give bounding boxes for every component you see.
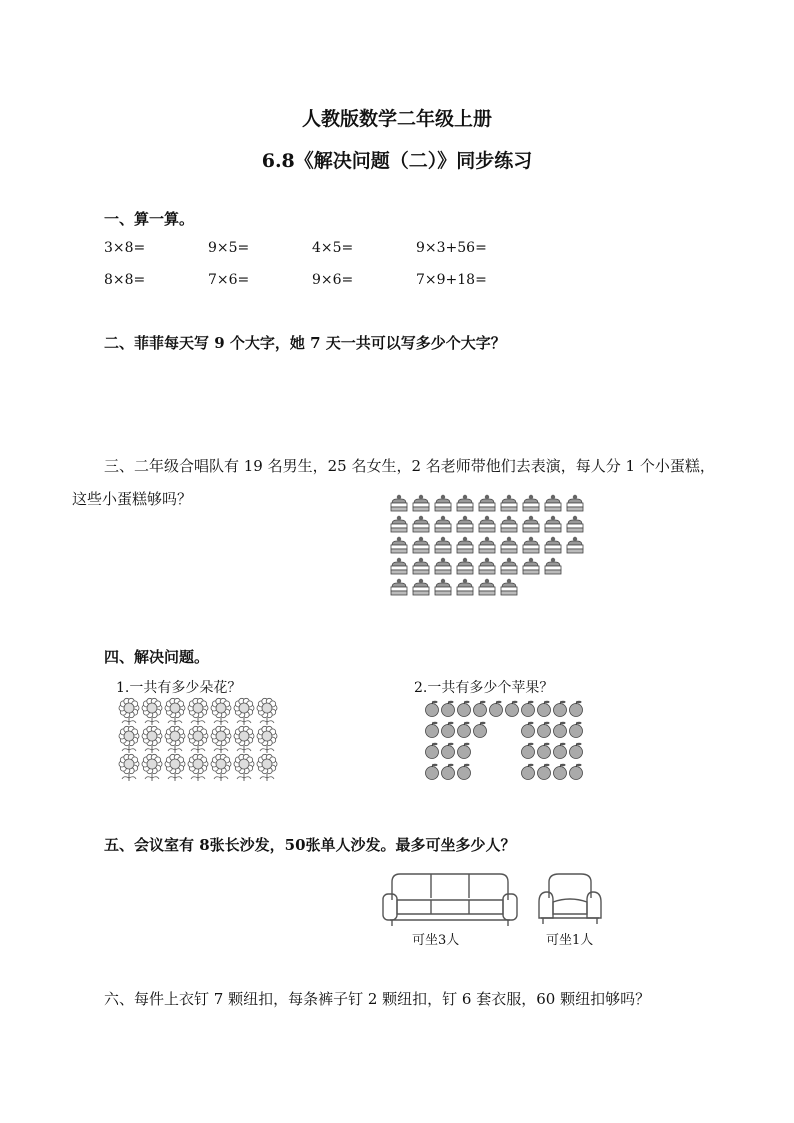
- flower-icon: [165, 754, 185, 781]
- cake-icon: [457, 516, 473, 532]
- apple-icon: [570, 764, 583, 780]
- cake-icon: [391, 537, 407, 553]
- apple-icon: [522, 722, 535, 738]
- apple-icon: [538, 722, 551, 738]
- flower-icon: [188, 754, 208, 781]
- flower-icon: [211, 726, 231, 753]
- cake-icon: [391, 558, 407, 574]
- cake-icon: [413, 558, 429, 574]
- flower-icon: [257, 698, 277, 725]
- flower-icon: [188, 698, 208, 725]
- flower-icon: [234, 754, 254, 781]
- calc-item: 8×8=: [104, 272, 146, 288]
- apple-icon: [522, 764, 535, 780]
- calc-item: 9×3+56=: [416, 240, 487, 256]
- apple-icon: [554, 743, 567, 759]
- cake-icon: [501, 558, 517, 574]
- cake-icon: [391, 495, 407, 511]
- cake-icon: [435, 558, 451, 574]
- flower-icon: [165, 698, 185, 725]
- calc-item: 9×6=: [312, 272, 354, 288]
- cake-icon: [523, 516, 539, 532]
- cake-icon: [567, 516, 583, 532]
- cake-icon: [391, 516, 407, 532]
- apple-icon: [458, 764, 471, 780]
- apple-icon: [538, 743, 551, 759]
- flower-icon: [142, 698, 162, 725]
- sofa-illustration: [380, 870, 520, 930]
- q5-text: 五、会议室有 8张长沙发，50张单人沙发。最多可坐多少人？: [104, 836, 516, 854]
- cake-icon: [435, 579, 451, 595]
- cake-icon: [567, 537, 583, 553]
- sofa-label: 可坐3人: [412, 933, 460, 948]
- apple-icon: [506, 701, 519, 717]
- cake-icon: [501, 495, 517, 511]
- apple-icon: [522, 701, 535, 717]
- apple-icon: [442, 701, 455, 717]
- cake-icon: [545, 537, 561, 553]
- flower-icon: [211, 754, 231, 781]
- page-subtitle: 6.8《解决问题（二）》同步练习: [261, 150, 533, 172]
- cake-icon: [545, 558, 561, 574]
- flower-icon: [119, 698, 139, 725]
- cake-icon: [479, 558, 495, 574]
- q4-heading: 四、解决问题。: [104, 648, 210, 666]
- cake-icon: [501, 537, 517, 553]
- cake-icon: [413, 495, 429, 511]
- apple-icon: [570, 722, 583, 738]
- flower-icon: [142, 726, 162, 753]
- cake-icon: [501, 516, 517, 532]
- apple-icon: [426, 722, 439, 738]
- apple-icon: [458, 743, 471, 759]
- apple-icon: [442, 764, 455, 780]
- flower-icon: [211, 698, 231, 725]
- cake-icon: [457, 537, 473, 553]
- calc-item: 7×6=: [208, 272, 250, 288]
- q6-text: 六、每件上衣钉 7 颗纽扣，每条裤子钉 2 颗纽扣，钉 6 套衣服，60 颗纽扣够吗？: [104, 990, 651, 1008]
- apple-icon: [570, 743, 583, 759]
- cake-icon: [479, 516, 495, 532]
- flower-icon: [119, 726, 139, 753]
- cake-icon: [413, 516, 429, 532]
- cake-icon: [457, 579, 473, 595]
- apple-grid: [424, 700, 594, 785]
- q3-line2: 这些小蛋糕够吗？: [72, 490, 193, 508]
- calc-item: 7×9+18=: [416, 272, 487, 288]
- apple-icon: [538, 701, 551, 717]
- apple-icon: [570, 701, 583, 717]
- apple-icon: [554, 701, 567, 717]
- armchair-label: 可坐1人: [546, 933, 594, 948]
- cake-icon: [479, 537, 495, 553]
- apple-icon: [490, 701, 503, 717]
- apple-icon: [522, 743, 535, 759]
- calc-item: 3×8=: [104, 240, 146, 256]
- page-title: 人教版数学二年级上册: [301, 108, 492, 130]
- cake-icon: [479, 495, 495, 511]
- q3-line1: 三、二年级合唱队有 19 名男生，25 名女生，2 名老师带他们去表演，每人分 1 个小蛋糕，: [104, 457, 715, 475]
- cake-grid: [388, 492, 588, 597]
- cake-icon: [413, 537, 429, 553]
- cake-icon: [567, 495, 583, 511]
- cake-icon: [545, 516, 561, 532]
- armchair-illustration: [535, 870, 605, 930]
- q2-text: 二、菲菲每天写 9 个大字，她 7 天一共可以写多少个大字？: [104, 334, 506, 352]
- apple-icon: [426, 743, 439, 759]
- apple-icon: [538, 764, 551, 780]
- apple-icon: [554, 764, 567, 780]
- cake-icon: [457, 558, 473, 574]
- q4-sub1: 1.一共有多少朵花？: [116, 680, 242, 696]
- cake-icon: [523, 558, 539, 574]
- apple-icon: [474, 701, 487, 717]
- apple-icon: [458, 722, 471, 738]
- cake-icon: [435, 516, 451, 532]
- apple-icon: [442, 743, 455, 759]
- flower-grid: [118, 698, 298, 783]
- calc-item: 9×5=: [208, 240, 250, 256]
- apple-icon: [458, 701, 471, 717]
- cake-icon: [435, 537, 451, 553]
- flower-icon: [142, 754, 162, 781]
- cake-icon: [501, 579, 517, 595]
- cake-icon: [391, 579, 407, 595]
- apple-icon: [474, 722, 487, 738]
- cake-icon: [435, 495, 451, 511]
- apple-icon: [426, 764, 439, 780]
- flower-icon: [234, 726, 254, 753]
- cake-icon: [457, 495, 473, 511]
- cake-icon: [479, 579, 495, 595]
- flower-icon: [188, 726, 208, 753]
- cake-icon: [523, 495, 539, 511]
- cake-icon: [545, 495, 561, 511]
- q1-heading: 一、算一算。: [104, 210, 195, 228]
- apple-icon: [426, 701, 439, 717]
- flower-icon: [257, 726, 277, 753]
- calc-item: 4×5=: [312, 240, 354, 256]
- flower-icon: [234, 698, 254, 725]
- flower-icon: [119, 754, 139, 781]
- apple-icon: [554, 722, 567, 738]
- q4-sub2: 2.一共有多少个苹果？: [414, 680, 554, 696]
- cake-icon: [523, 537, 539, 553]
- cake-icon: [413, 579, 429, 595]
- flower-icon: [165, 726, 185, 753]
- flower-icon: [257, 754, 277, 781]
- apple-icon: [442, 722, 455, 738]
